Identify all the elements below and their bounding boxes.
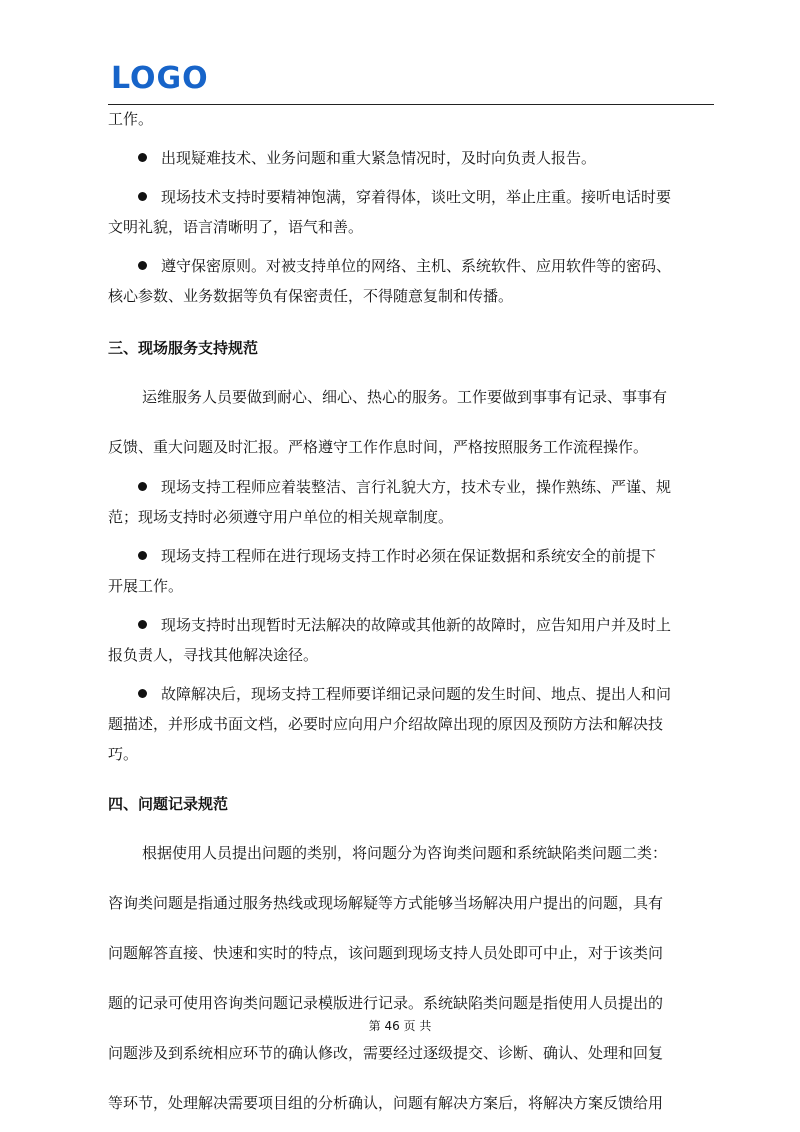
paragraph-line: 问题解答直接、快速和实时的特点，该问题到现场支持人员处即可中止，对于该类问 xyxy=(108,944,664,962)
bullet-item: 现场技术支持时要精神饱满，穿着得体，谈吐文明，举止庄重。接听电话时要 xyxy=(108,182,714,212)
paragraph-line: 核心参数、业务数据等负有保密责任，不得随意复制和传播。 xyxy=(108,287,514,305)
bullet-icon xyxy=(138,689,147,698)
paragraph-line: 等环节，处理解决需要项目组的分析确认，问题有解决方案后，将解决方案反馈给用 xyxy=(108,1094,664,1112)
bullet-item: 故障解决后，现场支持工程师要详细记录问题的发生时间、地点、提出人和问 xyxy=(108,679,714,709)
paragraph-line: 文明礼貌，语言清晰明了，语气和善。 xyxy=(108,218,364,236)
bullet-icon xyxy=(138,551,147,560)
page-number: 第 46 页 共 xyxy=(368,1019,432,1033)
logo-text: LOGO xyxy=(111,61,209,96)
logo xyxy=(111,62,209,96)
bullet-icon xyxy=(138,153,147,162)
paragraph-line: 范；现场支持时必须遵守用户单位的相关规章制度。 xyxy=(108,508,454,526)
bullet-icon xyxy=(138,192,147,201)
paragraph-line: 题的记录可使用咨询类问题记录模版进行记录。系统缺陷类问题是指使用人员提出的 xyxy=(108,994,664,1012)
paragraph-line: 开展工作。 xyxy=(108,577,184,595)
paragraph-line: 运维服务人员要做到耐心、细心、热心的服务。工作要做到事事有记录、事事有 xyxy=(142,388,668,406)
paragraph-line: 巧。 xyxy=(108,745,139,763)
document-body xyxy=(108,104,714,1128)
paragraph-line: 咨询类问题是指通过服务热线或现场解疑等方式能够当场解决用户提出的问题，具有 xyxy=(108,894,664,912)
paragraph-line: 报负责人，寻找其他解决途径。 xyxy=(108,646,319,664)
section-heading: 四、问题记录规范 xyxy=(108,795,229,813)
section-heading: 三、现场服务支持规范 xyxy=(108,339,259,357)
bullet-item: 遵守保密原则。对被支持单位的网络、主机、系统软件、应用软件等的密码、 xyxy=(108,251,714,281)
paragraph-line: 问题涉及到系统相应环节的确认修改，需要经过逐级提交、诊断、确认、处理和回复 xyxy=(108,1044,664,1062)
paragraph-line: 反馈、重大问题及时汇报。严格遵守工作作息时间，严格按照服务工作流程操作。 xyxy=(108,438,649,456)
paragraph-line: 根据使用人员提出问题的类别，将问题分为咨询类问题和系统缺陷类问题二类： xyxy=(142,844,668,862)
bullet-icon xyxy=(138,482,147,491)
bullet-icon xyxy=(138,261,147,270)
bullet-item: 出现疑难技术、业务问题和重大紧急情况时，及时向负责人报告。 xyxy=(108,143,714,173)
bullet-icon xyxy=(138,620,147,629)
paragraph-line: 工作。 xyxy=(108,110,154,128)
bullet-item: 现场支持时出现暂时无法解决的故障或其他新的故障时，应告知用户并及时上 xyxy=(108,610,714,640)
paragraph-line: 题描述，并形成书面文档，必要时应向用户介绍故障出现的原因及预防方法和解决技 xyxy=(108,715,664,733)
bullet-item: 现场支持工程师在进行现场支持工作时必须在保证数据和系统安全的前提下 xyxy=(108,541,714,571)
bullet-item: 现场支持工程师应着装整洁、言行礼貌大方，技术专业，操作熟练、严谨、规 xyxy=(108,472,714,502)
